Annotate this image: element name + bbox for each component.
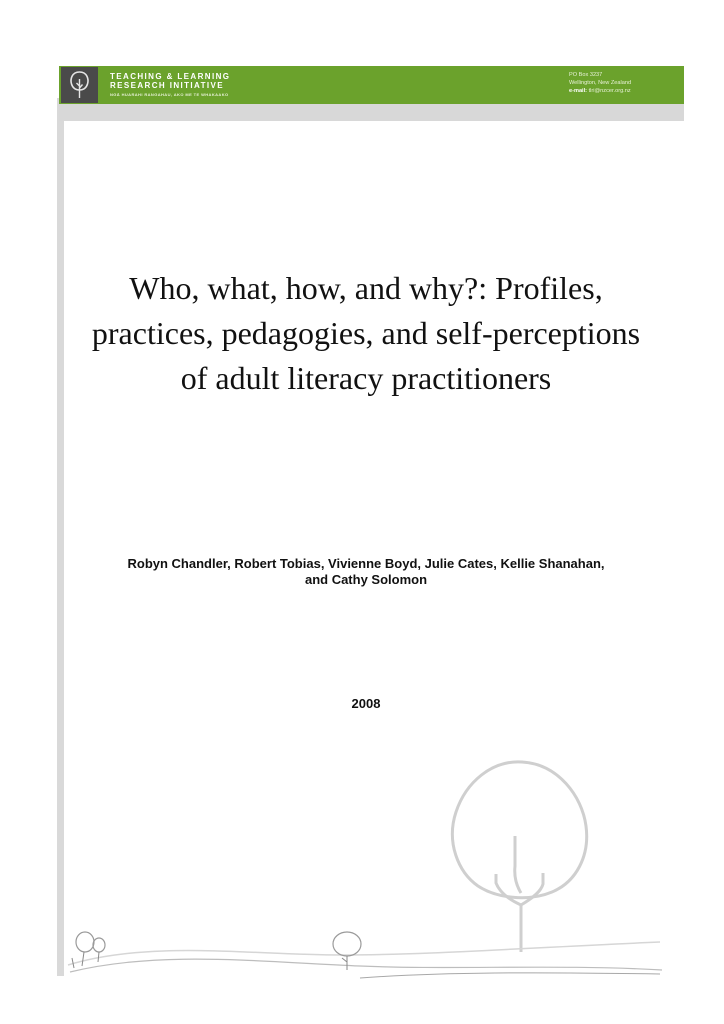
authors-line-1: Robyn Chandler, Robert Tobias, Vivienne Boyd, Julie Cates, Kellie Shanahan, (127, 556, 605, 571)
publication-year: 2008 (351, 696, 381, 711)
org-tagline: NGĀ HUARAHI RANGAHAU, AKO ME TE WHAKAAKO (110, 92, 229, 97)
contact-po-box: PO Box 3237 (569, 72, 603, 78)
org-name-line2: RESEARCH INITIATIVE (110, 81, 225, 90)
title-line-1: Who, what, how, and why?: Profiles, (129, 270, 603, 306)
title-line-3: of adult literacy practitioners (180, 360, 552, 396)
title-line-2: practices, pedagogies, and self-perceptions (91, 315, 641, 351)
org-name-line1: TEACHING & LEARNING (110, 72, 231, 81)
email-value: tlri@nzcer.org.nz (588, 88, 631, 94)
contact-city: Wellington, New Zealand (569, 80, 632, 86)
authors-line-2: and Cathy Solomon (304, 572, 428, 587)
email-label: e-mail: (569, 88, 588, 94)
